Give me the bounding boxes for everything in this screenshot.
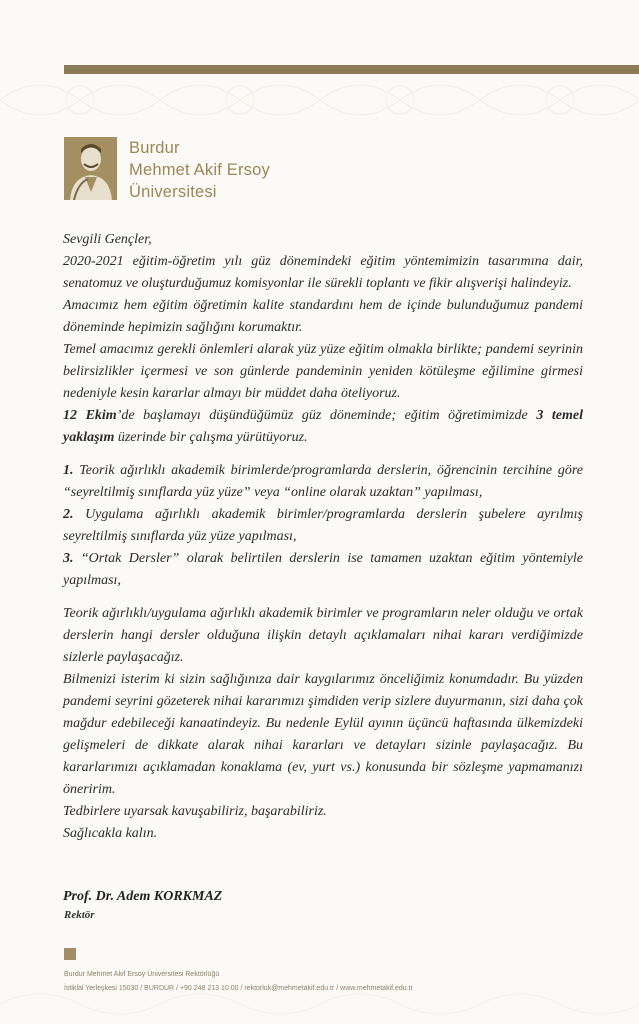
letter-body <box>63 229 583 845</box>
university-logo <box>64 137 270 207</box>
paragraph-4-end: üzerinde bir çalışma yürütüyoruz. <box>114 430 308 445</box>
university-name-line1: Burdur <box>129 139 180 157</box>
signature-name: Prof. Dr. Adem KORKMAZ <box>63 889 223 904</box>
paragraph-8: Sağlıcakla kalın. <box>63 826 158 841</box>
list-item-1 <box>63 460 583 504</box>
decorative-pattern-top <box>0 70 639 130</box>
university-name-line3: Üniversitesi <box>129 183 217 201</box>
footer-accent-square <box>64 948 76 960</box>
signature-role: Rektör <box>64 909 95 921</box>
list-item-2 <box>63 504 583 548</box>
list-item-1-number: 1. <box>63 463 74 478</box>
paragraph-1: 2020-2021 eğitim-öğretim yılı güz dönemindeki eğitim yöntemimizin tasarımına dair, senatomuz ve oluşturduğumuz komisyonlar ile sürekli toplantı ve fikir alışverişi halindeyiz. <box>63 254 583 291</box>
decorative-pattern-bottom <box>0 984 639 1024</box>
list-item-1-text: Teorik ağırlıklı akademik birimlerde/programlarda derslerin, öğrencinin tercihine göre “seyreltilmiş sınıflarda yüz yüze” veya “online olarak uzaktan” yapılması, <box>63 463 583 500</box>
footer-line-1: Burdur Mehmet Akif Ersoy Üniversitesi Rektörlüğü <box>64 971 220 978</box>
university-name <box>129 137 270 203</box>
paragraph-2: Amacımız hem eğitim öğretimin kalite standardını hem de içinde bulunduğumuz pandemi döneminde hepimizin sağlığını korumaktır. <box>63 298 583 335</box>
greeting: Sevgili Gençler, <box>63 232 152 247</box>
paragraph-5: Teorik ağırlıklı/uygulama ağırlıklı akademik birimler ve programların neler olduğu ve ortak derslerin hangi dersler olduğuna ilişkin detaylı açıklamaları nihai kararı verdiğimizde sizlerle paylaşacağız. <box>63 606 583 665</box>
paragraph-7: Tedbirlere uyarsak kavuşabiliriz, başarabiliriz. <box>63 804 327 819</box>
header-accent-bar <box>64 65 639 74</box>
paragraph-3: Temel amacımız gerekli önlemleri alarak yüz yüze eğitim olmakla birlikte; pandemi seyrinin belirsizlikler içermesi ve son günlerde pandeminin yeniden kötüleşme eğilimine girmesi nedeniyle kesin kararlar almayı bir müddet daha öteliyoruz. <box>63 342 583 401</box>
start-date: 12 Ekim <box>63 408 117 423</box>
list-item-2-text: Uygulama ağırlıklı akademik birimler/programlarda derslerin şubelere ayrılmış seyreltilmiş sınıflarda yüz yüze yapılması, <box>63 507 583 544</box>
founder-portrait-icon <box>64 137 117 200</box>
footer-line-2: İstiklal Yerleşkesi 15030 / BURDUR / +90 248 213 10 00 / rektorluk@mehmetakif.edu.tr / www.mehmetakif.edu.tr <box>64 985 413 992</box>
approach-count: 3 temel yaklaşım <box>63 408 583 445</box>
list-item-2-number: 2. <box>63 507 74 522</box>
paragraph-4 <box>63 405 583 449</box>
list-item-3-number: 3. <box>63 551 74 566</box>
paragraph-6: Bilmenizi isterim ki sizin sağlığınıza dair kaygılarımız önceliğimiz konumdadır. Bu yüzden pandemi seyrini gözeterek nihai kararımızı şimdiden verip sizlere duyurmanın, sizi daha çok mağdur edebileceği kanaatindeyiz. Bu nedenle Eylül ayının üçüncü haftasında ülkemizdeki gelişmeleri de dikkate alarak nihai kararları ve detayları sizinle paylaşacağız. Bu kararlarımızı açıklamadan konaklama (ev, yurt vs.) konusunda bir sözleşme yapmamanızı öneririm. <box>63 672 583 797</box>
list-item-3 <box>63 548 583 592</box>
university-name-line2: Mehmet Akif Ersoy <box>129 161 270 179</box>
list-item-3-text: “Ortak Dersler” olarak belirtilen derslerin ise tamamen uzaktan eğitim yöntemiyle yapılması, <box>63 551 583 588</box>
paragraph-4-text: ’de başlamayı düşündüğümüz güz döneminde; eğitim öğretimimizde <box>116 408 537 423</box>
